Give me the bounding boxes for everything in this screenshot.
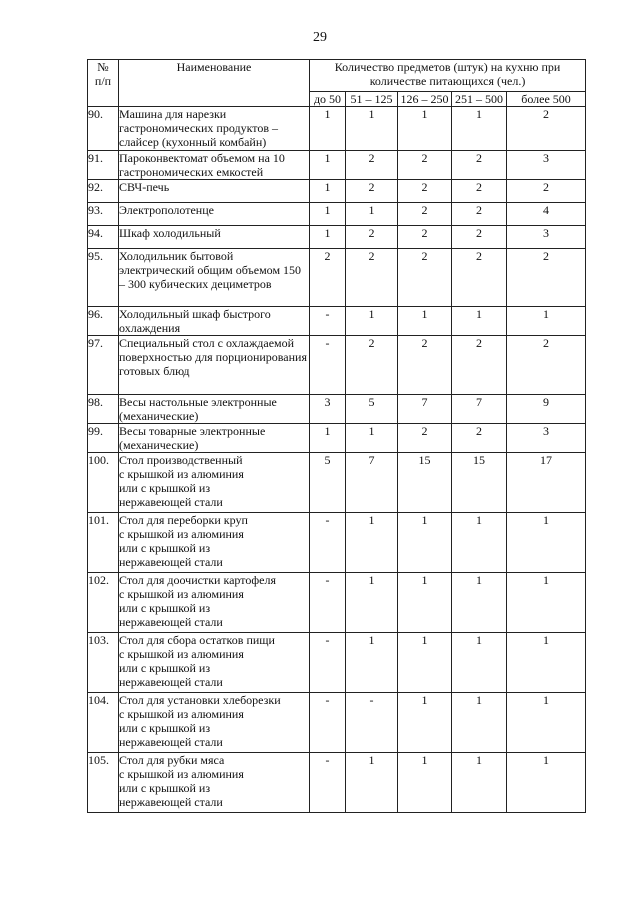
quantity-cell: 2 — [346, 151, 398, 180]
row-number: 99. — [88, 424, 119, 453]
quantity-cell: 1 — [452, 633, 507, 693]
quantity-cell: 1 — [507, 307, 586, 336]
quantity-cell: 2 — [398, 336, 452, 395]
quantity-cell: 7 — [346, 453, 398, 513]
quantity-cell: 1 — [310, 180, 346, 203]
quantity-cell: 1 — [452, 573, 507, 633]
quantity-cell: 5 — [346, 395, 398, 424]
table-row — [88, 424, 586, 453]
quantity-cell: 1 — [346, 573, 398, 633]
page-number: 29 — [313, 30, 327, 45]
quantity-cell: 2 — [346, 249, 398, 307]
row-number: 95. — [88, 249, 119, 307]
quantity-cell: - — [310, 693, 346, 753]
quantity-cell: 1 — [452, 107, 507, 151]
item-name: Машина для нарезки гастрономических продуктов – слайсер (кухонный комбайн) — [119, 107, 310, 151]
item-name: Специальный стол с охлаждаемой поверхностью для порционирования готовых блюд — [119, 336, 310, 395]
item-name: Стол для сбора остатков пищи с крышкой из алюминия или с крышкой из нержавеющей стали — [119, 633, 310, 693]
row-number: 93. — [88, 203, 119, 226]
quantity-cell: 3 — [507, 151, 586, 180]
quantity-cell: 1 — [346, 513, 398, 573]
header-col-251-500: 251 – 500 — [452, 92, 507, 107]
quantity-cell: - — [310, 633, 346, 693]
quantity-cell: 1 — [507, 513, 586, 573]
quantity-cell: 5 — [310, 453, 346, 513]
quantity-cell: 1 — [452, 513, 507, 573]
item-name: Шкаф холодильный — [119, 226, 310, 249]
quantity-cell: - — [310, 753, 346, 813]
table-row — [88, 453, 586, 513]
table-row — [88, 249, 586, 307]
quantity-cell: 4 — [507, 203, 586, 226]
table-row — [88, 573, 586, 633]
row-number: 102. — [88, 573, 119, 633]
quantity-cell: 1 — [310, 226, 346, 249]
quantity-cell: 15 — [452, 453, 507, 513]
header-num — [88, 60, 119, 107]
table-row — [88, 307, 586, 336]
row-number: 96. — [88, 307, 119, 336]
quantity-cell: 1 — [346, 424, 398, 453]
row-number: 98. — [88, 395, 119, 424]
quantity-cell: 2 — [398, 151, 452, 180]
quantity-cell: 2 — [452, 180, 507, 203]
quantity-cell: 2 — [398, 249, 452, 307]
table-row — [88, 107, 586, 151]
quantity-cell: 1 — [452, 753, 507, 813]
quantity-cell: 1 — [507, 633, 586, 693]
item-name: Стол для установки хлеборезки с крышкой из алюминия или с крышкой из нержавеющей стали — [119, 693, 310, 753]
quantity-cell: 1 — [398, 307, 452, 336]
quantity-cell: - — [310, 513, 346, 573]
quantity-cell: - — [310, 336, 346, 395]
row-number: 90. — [88, 107, 119, 151]
quantity-cell: 2 — [507, 336, 586, 395]
quantity-cell: 2 — [452, 249, 507, 307]
item-name: Стол для доочистки картофеля с крышкой из алюминия или с крышкой из нержавеющей стали — [119, 573, 310, 633]
table-row — [88, 633, 586, 693]
row-number: 92. — [88, 180, 119, 203]
item-name: Весы товарные электронные (механические) — [119, 424, 310, 453]
quantity-cell: 7 — [452, 395, 507, 424]
quantity-cell: 2 — [310, 249, 346, 307]
quantity-cell: 2 — [398, 180, 452, 203]
quantity-cell: 2 — [452, 336, 507, 395]
header-col-over-500: более 500 — [507, 92, 586, 107]
quantity-cell: 1 — [346, 107, 398, 151]
item-name: Пароконвектомат объемом на 10 гастрономических емкостей — [119, 151, 310, 180]
header-quantity — [310, 60, 586, 92]
item-name: Стол производственный с крышкой из алюминия или с крышкой из нержавеющей стали — [119, 453, 310, 513]
quantity-cell: 1 — [346, 753, 398, 813]
table-row — [88, 336, 586, 395]
item-name: Электрополотенце — [119, 203, 310, 226]
table-row — [88, 395, 586, 424]
quantity-cell: 17 — [507, 453, 586, 513]
quantity-cell: 1 — [452, 693, 507, 753]
quantity-cell: 1 — [398, 633, 452, 693]
item-name: СВЧ-печь — [119, 180, 310, 203]
quantity-cell: 3 — [507, 424, 586, 453]
row-number: 101. — [88, 513, 119, 573]
quantity-cell: 2 — [507, 249, 586, 307]
quantity-cell: 2 — [452, 203, 507, 226]
header-col-51-125: 51 – 125 — [346, 92, 398, 107]
quantity-cell: 1 — [346, 633, 398, 693]
row-number: 94. — [88, 226, 119, 249]
quantity-cell: 2 — [507, 180, 586, 203]
quantity-cell: 2 — [452, 424, 507, 453]
quantity-cell: 1 — [310, 107, 346, 151]
quantity-cell: 2 — [452, 151, 507, 180]
quantity-cell: - — [346, 693, 398, 753]
header-col-upto-50: до 50 — [310, 92, 346, 107]
quantity-cell: 1 — [398, 513, 452, 573]
quantity-cell: 1 — [398, 693, 452, 753]
item-name: Стол для рубки мяса с крышкой из алюминия или с крышкой из нержавеющей стали — [119, 753, 310, 813]
table-row — [88, 226, 586, 249]
row-number: 103. — [88, 633, 119, 693]
quantity-cell: 2 — [398, 424, 452, 453]
table-row — [88, 151, 586, 180]
row-number: 104. — [88, 693, 119, 753]
quantity-cell: 7 — [398, 395, 452, 424]
quantity-cell: 1 — [346, 307, 398, 336]
quantity-cell: 1 — [310, 203, 346, 226]
table-row — [88, 203, 586, 226]
quantity-cell: 2 — [398, 203, 452, 226]
header-quantity-label: Количество предметов (штук) на кухню при количестве питающихся (чел.) — [334, 60, 561, 88]
header-name — [119, 60, 310, 107]
quantity-cell: 3 — [310, 395, 346, 424]
quantity-cell: 1 — [346, 203, 398, 226]
quantity-cell: 2 — [452, 226, 507, 249]
quantity-cell: 1 — [310, 424, 346, 453]
row-number: 105. — [88, 753, 119, 813]
quantity-cell: 1 — [507, 753, 586, 813]
quantity-cell: 1 — [398, 573, 452, 633]
quantity-cell: 2 — [346, 336, 398, 395]
row-number: 97. — [88, 336, 119, 395]
item-name: Стол для переборки круп с крышкой из алюминия или с крышкой из нержавеющей стали — [119, 513, 310, 573]
quantity-cell: 2 — [346, 226, 398, 249]
row-number: 91. — [88, 151, 119, 180]
quantity-cell: 1 — [507, 693, 586, 753]
quantity-cell: 2 — [398, 226, 452, 249]
row-number: 100. — [88, 453, 119, 513]
item-name: Холодильник бытовой электрический общим объемом 150 – 300 кубических дециметров — [119, 249, 310, 307]
quantity-cell: 1 — [398, 107, 452, 151]
table-row — [88, 693, 586, 753]
quantity-cell: 3 — [507, 226, 586, 249]
quantity-cell: 2 — [507, 107, 586, 151]
item-name: Весы настольные электронные (механические) — [119, 395, 310, 424]
header-col-126-250: 126 – 250 — [398, 92, 452, 107]
quantity-cell: - — [310, 307, 346, 336]
equipment-table — [87, 59, 586, 813]
quantity-cell: 1 — [398, 753, 452, 813]
header-num-label: № п/п — [94, 60, 112, 88]
table-row — [88, 513, 586, 573]
quantity-cell: - — [310, 573, 346, 633]
quantity-cell: 9 — [507, 395, 586, 424]
quantity-cell: 2 — [346, 180, 398, 203]
quantity-cell: 1 — [310, 151, 346, 180]
quantity-cell: 1 — [452, 307, 507, 336]
quantity-cell: 15 — [398, 453, 452, 513]
item-name: Холодильный шкаф быстрого охлаждения — [119, 307, 310, 336]
quantity-cell: 1 — [507, 573, 586, 633]
header-name-label: Наименование — [176, 60, 252, 74]
table-row — [88, 753, 586, 813]
table-row — [88, 180, 586, 203]
